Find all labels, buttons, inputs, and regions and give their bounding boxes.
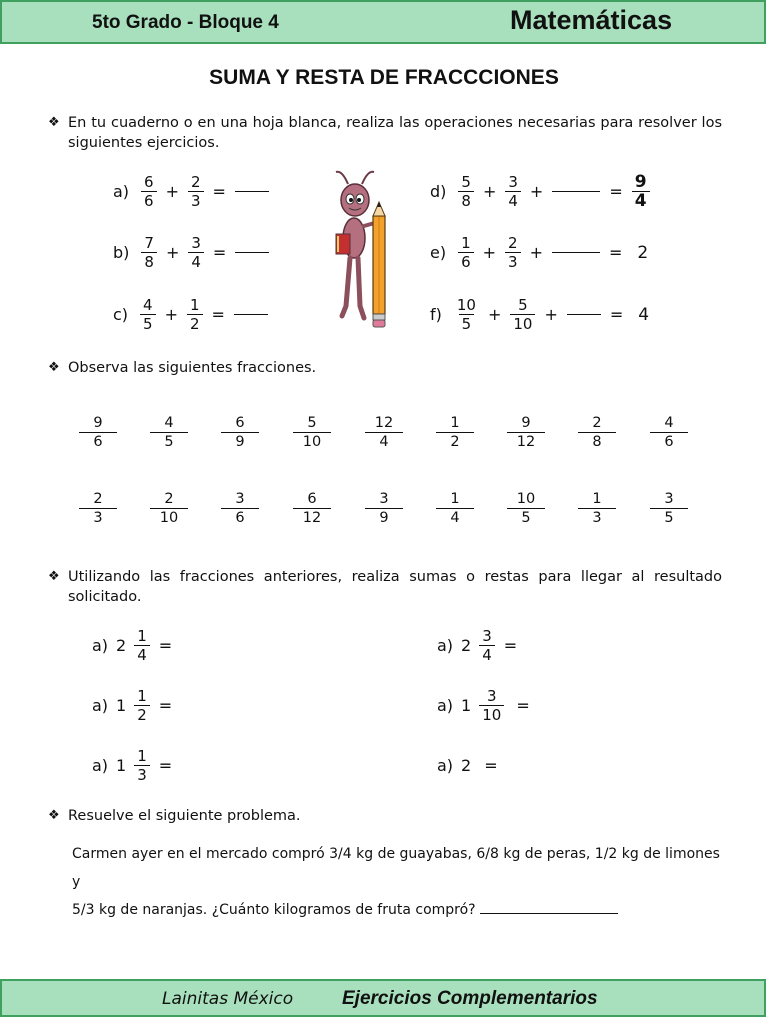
equals-sign: = xyxy=(609,305,624,324)
fraction: $\frac{2}{3}$ xyxy=(188,173,204,210)
instruction-1 xyxy=(48,113,722,153)
footer-bar xyxy=(0,979,766,1017)
answer-blank xyxy=(567,314,601,315)
result-fraction: $\frac{9}{4}$ xyxy=(632,173,650,210)
plus-sign: + xyxy=(165,243,180,262)
fraction-item: $\frac{5}{10}$ xyxy=(293,414,331,451)
equals-sign: = xyxy=(212,243,227,262)
plus-sign: + xyxy=(482,243,497,262)
exercise-label: d) xyxy=(430,182,447,201)
fraction-item: $\frac{9}{6}$ xyxy=(79,414,117,451)
fraction-item: $\frac{9}{12}$ xyxy=(507,414,545,451)
answer-blank xyxy=(235,191,269,192)
plus-sign: + xyxy=(165,182,179,201)
word-problem xyxy=(72,840,722,924)
mixed-target: a) 2 $\frac{1}{4}$ = xyxy=(92,627,173,664)
fraction: $\frac{5}{10}$ xyxy=(510,296,535,333)
answer-blank xyxy=(552,191,600,192)
equals-sign: = xyxy=(609,182,623,201)
fraction: $\frac{3}{10}$ xyxy=(479,687,504,724)
plus-sign: + xyxy=(487,305,502,324)
instruction-3 xyxy=(48,567,722,607)
fraction-item: $\frac{1}{4}$ xyxy=(436,490,474,527)
mixed-target: a) 2 $\frac{3}{4}$ = xyxy=(437,627,518,664)
mixed-target: a) 1 $\frac{3}{10}$ = xyxy=(437,687,530,724)
exercise-label: c) xyxy=(113,305,129,324)
result-value: 4 xyxy=(638,304,650,325)
instruction-3-text: Utilizando las fracciones anteriores, realiza sumas o restas para llegar al resultado solicitado. xyxy=(68,569,722,605)
answer-blank xyxy=(235,252,269,253)
instruction-2 xyxy=(48,358,722,378)
fraction: $\frac{1}{2}$ xyxy=(134,687,150,724)
fraction: $\frac{1}{2}$ xyxy=(187,296,203,333)
exercise-label: b) xyxy=(113,243,130,262)
plus-sign: + xyxy=(164,305,178,324)
exercise-e xyxy=(430,234,648,271)
exercise-b xyxy=(113,234,273,271)
fraction-item: $\frac{2}{10}$ xyxy=(150,490,188,527)
fraction: $\frac{3}{4}$ xyxy=(479,627,495,664)
fraction-item: $\frac{12}{4}$ xyxy=(365,414,403,451)
problem-line-1: Carmen ayer en el mercado compró 3/4 kg de guayabas, 6/8 kg de peras, 1/2 kg de limones y xyxy=(72,846,720,890)
exercise-d xyxy=(430,173,654,210)
fraction-item: $\frac{6}{12}$ xyxy=(293,490,331,527)
grade-label: 5to Grado - Bloque 4 xyxy=(92,12,279,33)
exercise-label: f) xyxy=(430,305,442,324)
equals-sign: = xyxy=(211,305,225,324)
footer-brand: Lainitas México xyxy=(162,989,294,1009)
result-value: 2 xyxy=(637,242,649,263)
fraction-item: $\frac{10}{5}$ xyxy=(507,490,545,527)
mixed-target: a) 2 = xyxy=(437,756,498,775)
bullet-icon: ❖ xyxy=(48,115,60,130)
fraction-item: $\frac{3}{6}$ xyxy=(221,490,259,527)
plus-sign: + xyxy=(544,305,558,324)
fraction: $\frac{1}{3}$ xyxy=(134,747,150,784)
instruction-4 xyxy=(48,806,722,826)
fraction-item: $\frac{1}{3}$ xyxy=(578,490,616,527)
fraction-item: $\frac{6}{9}$ xyxy=(221,414,259,451)
bullet-icon: ❖ xyxy=(48,360,60,375)
ant-pencil-illustration xyxy=(328,166,396,332)
exercise-c xyxy=(113,296,272,333)
fraction: $\frac{1}{6}$ xyxy=(458,234,474,271)
plus-sign: + xyxy=(529,243,543,262)
instruction-4-text: Resuelve el siguiente problema. xyxy=(68,808,301,824)
instruction-1-text: En tu cuaderno o en una hoja blanca, realiza las operaciones necesarias para resolver los siguientes ejercicios. xyxy=(68,115,722,151)
exercise-label: a) xyxy=(113,182,130,201)
fraction-item: $\frac{2}{3}$ xyxy=(79,490,117,527)
fraction: $\frac{3}{4}$ xyxy=(505,173,521,210)
fraction: $\frac{5}{8}$ xyxy=(458,173,474,210)
answer-blank xyxy=(234,314,268,315)
answer-line xyxy=(480,899,618,914)
plus-sign: + xyxy=(529,182,544,201)
fraction-item: $\frac{1}{2}$ xyxy=(436,414,474,451)
fraction: $\frac{3}{4}$ xyxy=(188,234,204,271)
fraction: $\frac{6}{6}$ xyxy=(141,173,157,210)
fraction-item: $\frac{3}{5}$ xyxy=(650,490,688,527)
bullet-icon: ❖ xyxy=(48,569,60,584)
exercise-label: e) xyxy=(430,243,447,262)
fraction-item: $\frac{4}{6}$ xyxy=(650,414,688,451)
footer-title: Ejercicios Complementarios xyxy=(342,988,598,1009)
instruction-2-text: Observa las siguientes fracciones. xyxy=(68,360,317,376)
page-title: SUMA Y RESTA DE FRACCCIONES xyxy=(209,66,559,89)
plus-sign: + xyxy=(482,182,497,201)
fraction-item: $\frac{2}{8}$ xyxy=(578,414,616,451)
fraction: $\frac{7}{8}$ xyxy=(141,234,157,271)
header-bar xyxy=(0,0,766,44)
exercise-f xyxy=(430,296,649,333)
mixed-target: a) 1 $\frac{1}{2}$ = xyxy=(92,687,173,724)
fraction: $\frac{2}{3}$ xyxy=(505,234,521,271)
fraction-item: $\frac{3}{9}$ xyxy=(365,490,403,527)
bullet-icon: ❖ xyxy=(48,808,60,823)
mixed-target: a) 1 $\frac{1}{3}$ = xyxy=(92,747,173,784)
answer-blank xyxy=(552,252,600,253)
problem-line-2: 5/3 kg de naranjas. ¿Cuánto kilogramos de fruta compró? xyxy=(72,896,722,924)
fraction: $\frac{10}{5}$ xyxy=(456,296,476,333)
equals-sign: = xyxy=(609,243,623,262)
exercise-a xyxy=(113,173,273,210)
fraction: $\frac{1}{4}$ xyxy=(134,627,150,664)
fraction: $\frac{4}{5}$ xyxy=(140,296,156,333)
subject-label: Matemáticas xyxy=(510,5,673,35)
equals-sign: = xyxy=(212,182,226,201)
fraction-item: $\frac{4}{5}$ xyxy=(150,414,188,451)
